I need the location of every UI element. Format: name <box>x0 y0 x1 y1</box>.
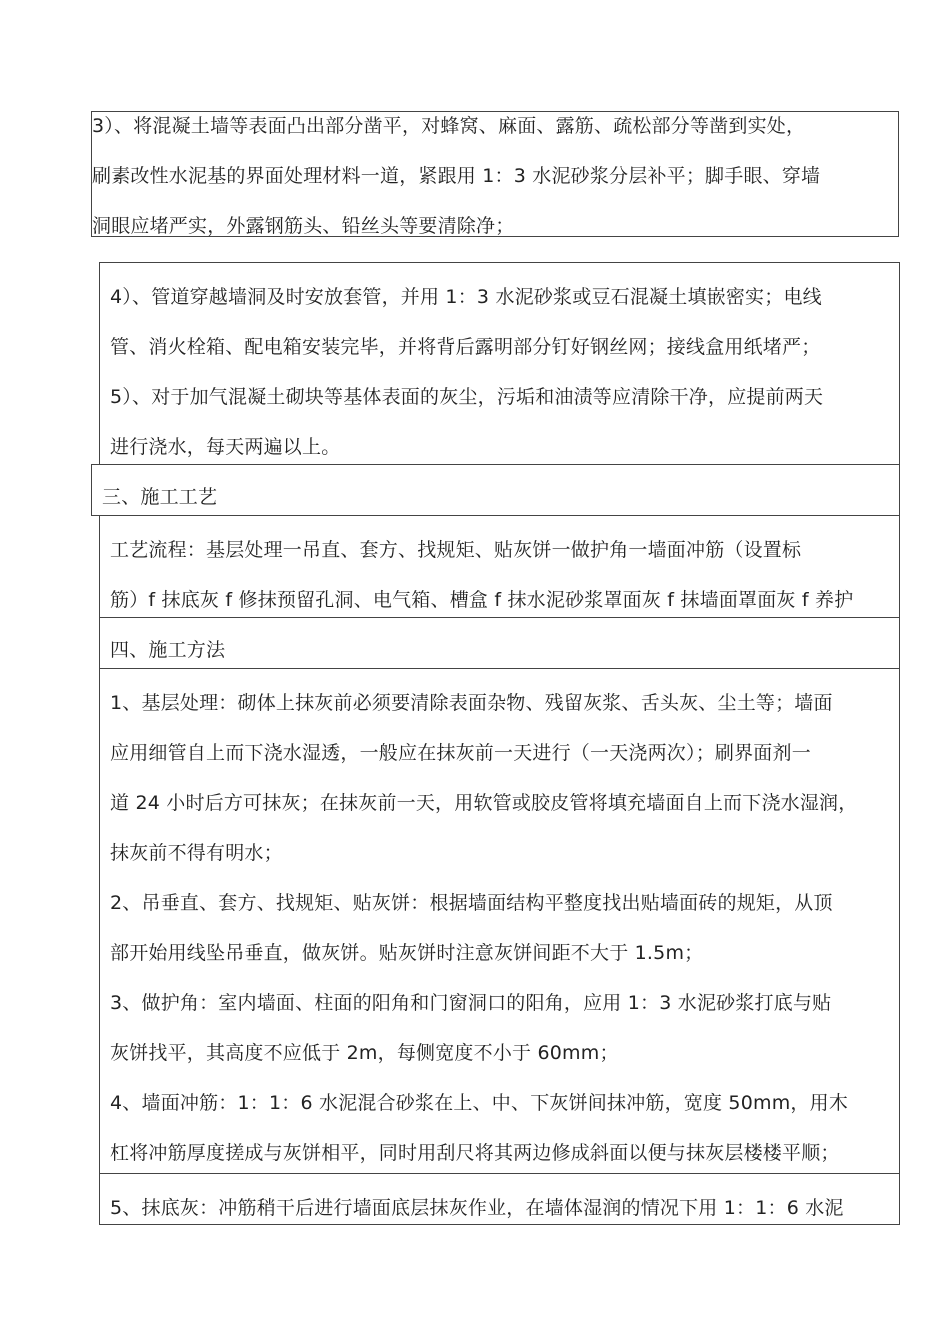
text-line: 应用细管自上而下浇水湿透，一般应在抹灰前一天进行（一天浇两次）；刷界面剂一 <box>110 742 811 764</box>
text-line: 抹灰前不得有明水； <box>110 842 283 864</box>
section-heading: 四、施工方法 <box>110 639 226 661</box>
section-heading: 三、施工工艺 <box>102 486 218 508</box>
process-flow-box <box>99 515 900 619</box>
text-line: 道 24 小时后方可抹灰；在抹灰前一天，用软管或胶皮管将填充墙面自上而下浇水湿润， <box>110 792 858 814</box>
text-line: 3、做护角：室内墙面、柱面的阳角和门窗洞口的阳角，应用 1：3 水泥砂浆打底与贴 <box>110 992 832 1014</box>
text-line: 5）、对于加气混凝土砌块等基体表面的灰尘，污垢和油渍等应清除干净，应提前两天 <box>110 386 824 408</box>
prep-item-3-box <box>91 111 899 237</box>
text-line: 4、墙面冲筋：1：1：6 水泥混合砂浆在上、中、下灰饼间抹冲筋，宽度 50mm，用木 <box>110 1092 849 1114</box>
text-line: 灰饼找平，其高度不应低于 2m，每侧宽度不小于 60mm； <box>110 1042 619 1064</box>
text-line: 部开始用线坠吊垂直，做灰饼。贴灰饼时注意灰饼间距不大于 1.5m； <box>110 942 704 964</box>
prep-items-4-5-box <box>99 262 900 466</box>
text-line: 1、基层处理：砌体上抹灰前必须要清除表面杂物、残留灰浆、舌头灰、尘土等；墙面 <box>110 692 833 714</box>
text-line: 3）、将混凝土墙等表面凸出部分凿平，对蜂窝、麻面、露筋、疏松部分等凿到实处， <box>92 115 806 137</box>
text-line: 进行浇水，每天两遍以上。 <box>110 436 341 458</box>
text-line: 杠将冲筋厚度搓成与灰饼相平，同时用刮尺将其两边修成斜面以便与抹灰层楼楼平顺； <box>110 1142 840 1164</box>
text-line: 5、抹底灰：冲筋稍干后进行墙面底层抹灰作业，在墙体湿润的情况下用 1：1：6 水泥 <box>110 1197 844 1219</box>
text-line: 2、吊垂直、套方、找规矩、贴灰饼：根据墙面结构平整度找出贴墙面砖的规矩，从顶 <box>110 892 833 914</box>
method-5-box <box>99 1173 900 1225</box>
text-line: 筋）f 抹底灰 f 修抹预留孔洞、电气箱、槽盒 f 抹水泥砂浆罩面灰 f 抹墙面罩面灰 f 养护 <box>110 589 854 611</box>
section-3-heading-box <box>91 464 900 516</box>
methods-box <box>99 668 900 1174</box>
text-line: 洞眼应堵严实，外露钢筋头、铅丝头等要清除净； <box>92 215 515 237</box>
text-line: 工艺流程：基层处理一吊直、套方、找规矩、贴灰饼一做护角一墙面冲筋（设置标 <box>110 539 802 561</box>
text-line: 管、消火栓箱、配电箱安装完毕，并将背后露明部分钉好钢丝网；接线盒用纸堵严； <box>110 336 821 358</box>
text-line: 刷素改性水泥基的界面处理材料一道，紧跟用 1：3 水泥砂浆分层补平；脚手眼、穿墙 <box>92 165 821 187</box>
text-line: 4）、管道穿越墙洞及时安放套管，并用 1：3 水泥砂浆或豆石混凝土填嵌密实；电线 <box>110 286 822 308</box>
section-4-heading-box <box>99 617 900 669</box>
